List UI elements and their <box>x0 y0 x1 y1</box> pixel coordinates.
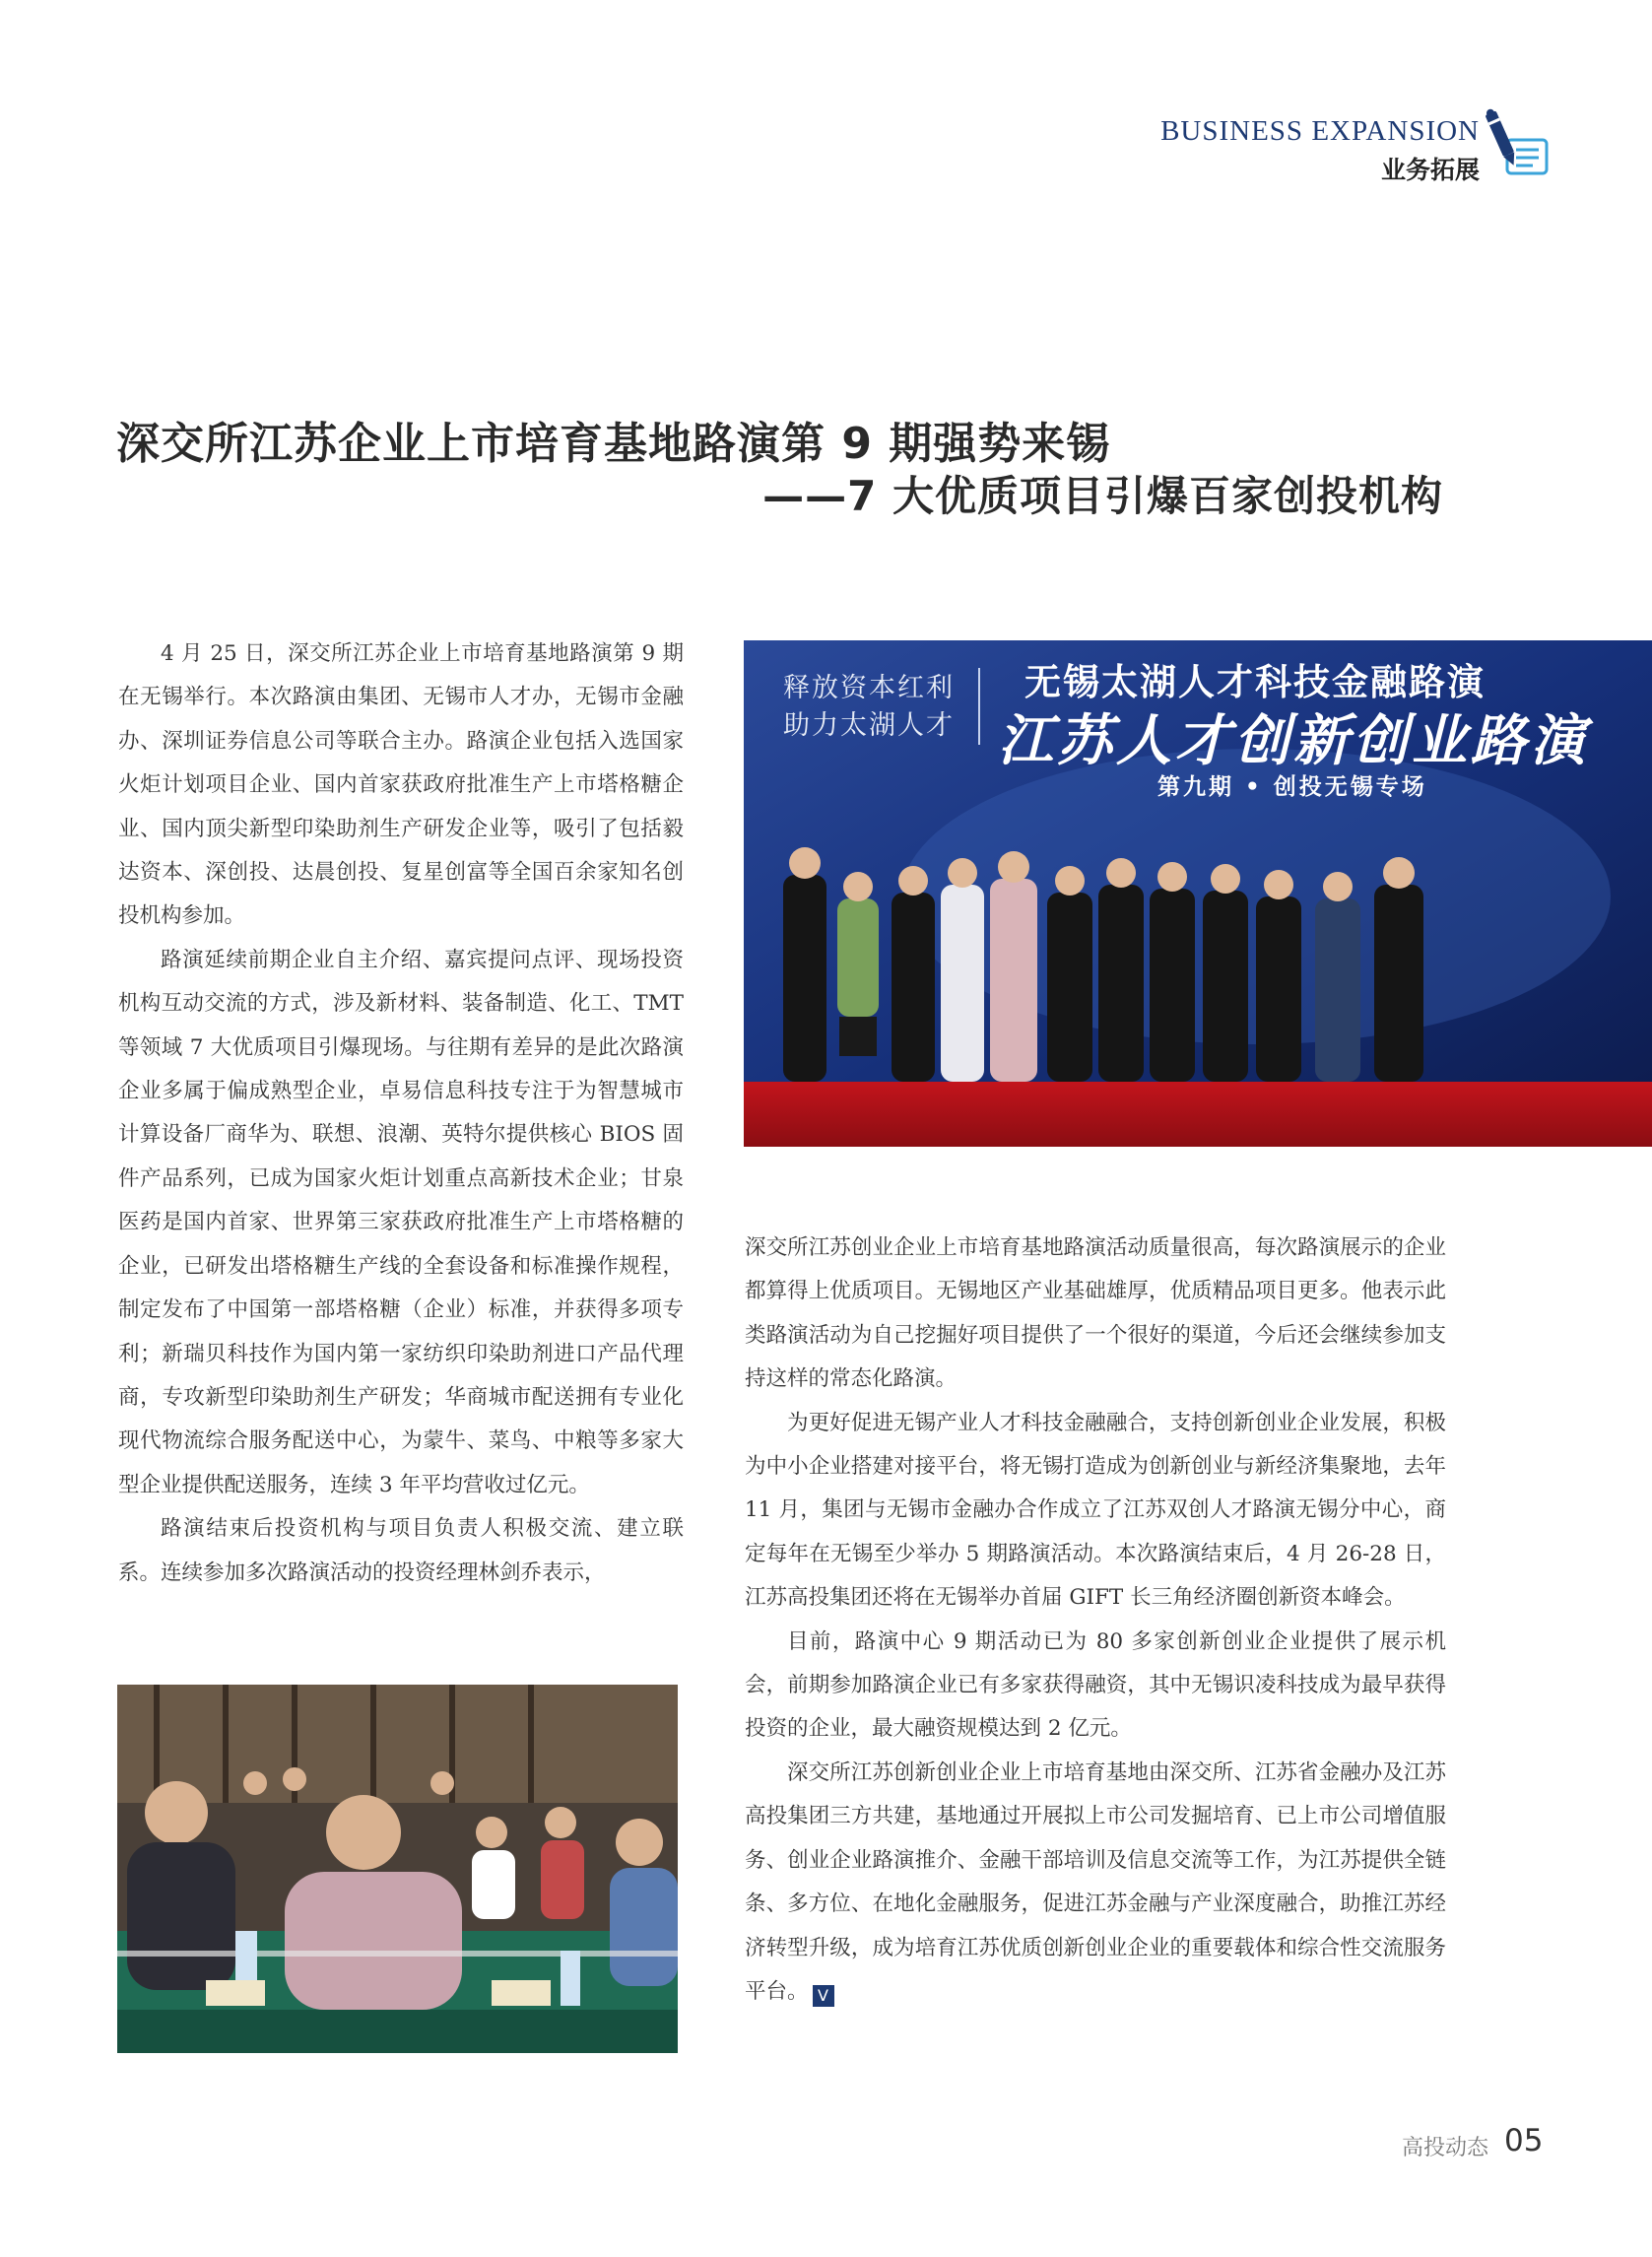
paragraph-continuation: 深交所江苏创业企业上市培育基地路演活动质量很高，每次路演展示的企业都算得上优质项目。无锡地区产业基础雄厚，优质精品项目更多。他表示此类路演活动为自己挖掘好项目提供了一个很好的渠道，今后还会继续参加支持这样的常态化路演。 <box>745 1235 1446 1392</box>
article-subtitle: ——7 大优质项目引爆百家创投机构 <box>762 472 1443 520</box>
banner-session-label: 第九期 • 创投无锡专场 <box>1157 774 1427 800</box>
paragraph-text: 深交所江苏创新创业企业上市培育基地由深交所、江苏省金融办及江苏高投集团三方共建，基地通过开展拟上市公司发掘培育、已上市公司增值服务、创业企业路演推介、金融干部培训及信息交流等工作，为江苏提供全链条、多方位、在地化金融服务，促进江苏金融与产业深度融合，助推江苏经济转型升级，成为培育江苏优质创新创业企业的重要载体和综合性交流服务平台。 <box>745 1759 1446 2004</box>
end-mark-icon: V <box>813 1985 834 2007</box>
investor-meeting-photo <box>117 1685 678 2053</box>
right-column-text <box>745 1227 1446 2014</box>
paragraph: 路演延续前期企业自主介绍、嘉宾提问点评、现场投资机构互动交流的方式，涉及新材料、装备制造、化工、TMT 等领域 7 大优质项目引爆现场。与往期有差异的是此次路演企业多属于偏成熟型企业，卓易信息科技专注于为智慧城市计算设备厂商华为、联想、浪潮、英特尔提供核心 BIOS 固件产品系列，已成为国家火炬计划重点高新技术企业；甘泉医药是国内首家、世界第三家获政府批准生产上市塔格糖的企业，已研发出塔格糖生产线的全套设备和标准操作规程，制定发布了中国第一部塔格糖（企业）标准，并获得多项专利；新瑞贝科技作为国内第一家纺织印染助剂进口产品代理商，专攻新型印染助剂生产研发；华商城市配送拥有专业化现代物流综合服务配送中心，为蒙牛、菜鸟、中粮等多家大型企业提供配送服务，连续 3 年平均营收过亿元。 <box>118 947 684 1497</box>
page-number: 05 <box>1504 2123 1544 2158</box>
meeting-photo-graphic <box>117 1685 678 2053</box>
paragraph-final <box>745 1752 1446 2014</box>
paragraph: 目前，路演中心 9 期活动已为 80 多家创新创业企业提供了展示机会，前期参加路演企业已有多家获得融资，其中无锡识凌科技成为最早获得投资的企业，最大融资规模达到 2 亿元。 <box>745 1628 1446 1742</box>
banner-slogan-line2: 助力太湖人才 <box>783 710 955 741</box>
banner-title-calligraphy: 江苏人才创新创业路演 <box>998 708 1589 773</box>
section-title-chinese: 业务拓展 <box>1380 156 1480 184</box>
paragraph: 为更好促进无锡产业人才科技金融融合，支持创新创业企业发展，积极为中小企业搭建对接平台，将无锡打造成为创新创业与新经济集聚地，去年 11 月，集团与无锡市金融办合作成立了江苏双创人才路演无锡分中心，商定每年在无锡至少举办 5 期路演活动。本次路演结束后，4 月 26-28 日，江苏高投集团还将在无锡举办首届 GIFT 长三角经济圈创新资本峰会。 <box>745 1410 1446 1611</box>
paragraph: 4 月 25 日，深交所江苏企业上市培育基地路演第 9 期在无锡举行。本次路演由集团、无锡市人才办，无锡市金融办、深圳证券信息公司等联合主办。路演企业包括入选国家火炬计划项目企业、国内首家获政府批准生产上市塔格糖企业、国内顶尖新型印染助剂生产研发企业等，吸引了包括毅达资本、深创投、达晨创投、复星创富等全国百余家知名创投机构参加。 <box>118 641 684 929</box>
roadshow-group-photo <box>744 640 1652 1147</box>
banner-title-primary: 无锡太湖人才科技金融路演 <box>1024 660 1486 703</box>
banner-divider <box>978 668 980 745</box>
paragraph: 路演结束后投资机构与项目负责人积极交流、建立联系。连续参加多次路演活动的投资经理林剑乔表示， <box>118 1516 684 1585</box>
article-title: 深交所江苏企业上市培育基地路演第 9 期强势来锡 <box>116 419 1111 469</box>
section-title-english: BUSINESS EXPANSION <box>1160 115 1480 147</box>
left-column-text <box>118 632 684 1595</box>
pen-document-icon <box>1484 106 1553 181</box>
banner-slogan-line1: 释放资本红利 <box>783 673 955 703</box>
footer-publication-label: 高投动态 <box>1402 2136 1489 2160</box>
